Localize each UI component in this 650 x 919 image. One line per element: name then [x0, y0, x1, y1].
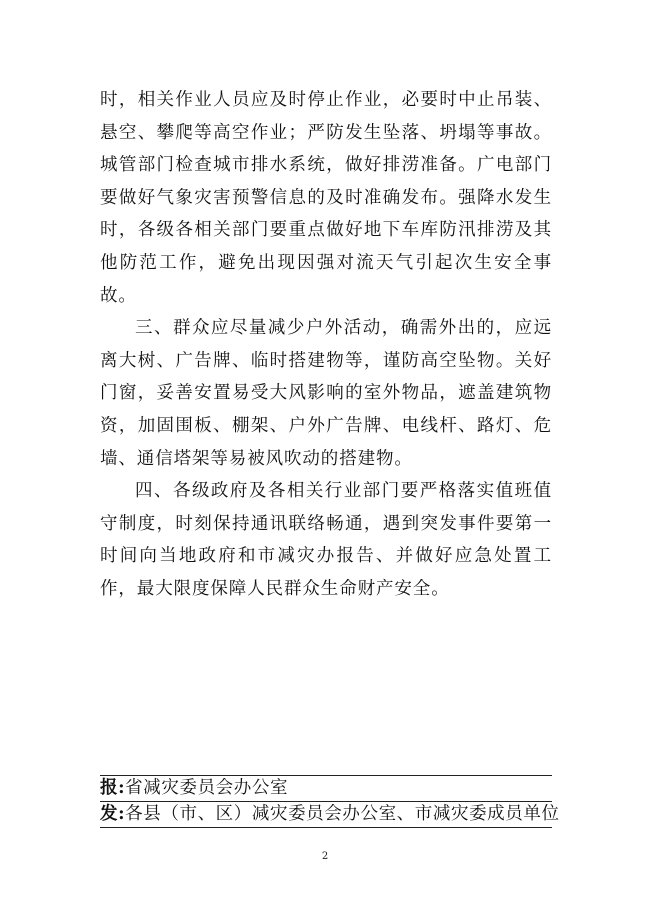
distribution-bottom-rule — [100, 827, 552, 828]
send-to-line — [100, 802, 560, 827]
paragraph-item-three: 三、群众应尽量减少户外活动，确需外出的，应远离大树、广告牌、临时搭建物等，谨防高空坠物。关好门窗，妥善安置易受大风影响的室外物品，遮盖建筑物资，加固围板、棚架、户外广告牌、电线杆、路灯、危墙、通信塔架等易被风吹动的搭建物。 — [100, 318, 552, 469]
send-label: 发: — [100, 804, 126, 824]
send-recipient: 各县（市、区）减灾委员会办公室、市减灾委成员单位 — [125, 804, 560, 824]
distribution-block — [100, 775, 560, 828]
document-body — [100, 84, 552, 606]
report-to-line — [100, 776, 552, 801]
report-label: 报: — [100, 778, 126, 798]
paragraph-item-four: 四、各级政府及各相关行业部门要严格落实值班值守制度，时刻保持通讯联络畅通，遇到突发事件要第一时间向当地政府和市减灾办报告、并做好应急处置工作，最大限度保障人民群众生命财产安全。 — [100, 481, 552, 599]
report-recipient: 省减灾委员会办公室 — [125, 778, 289, 798]
paragraph-continuation: 时，相关作业人员应及时停止作业，必要时中止吊装、悬空、攀爬等高空作业；严防发生坠落、坍塌等事故。城管部门检查城市排水系统，做好排涝准备。广电部门要做好气象灾害预警信息的及时准确发布。强降水发生时，各级各相关部门要重点做好地下车库防汛排涝及其他防范工作，避免出现因强对流天气引起次生安全事故。 — [100, 90, 552, 306]
page-number: 2 — [321, 851, 329, 862]
